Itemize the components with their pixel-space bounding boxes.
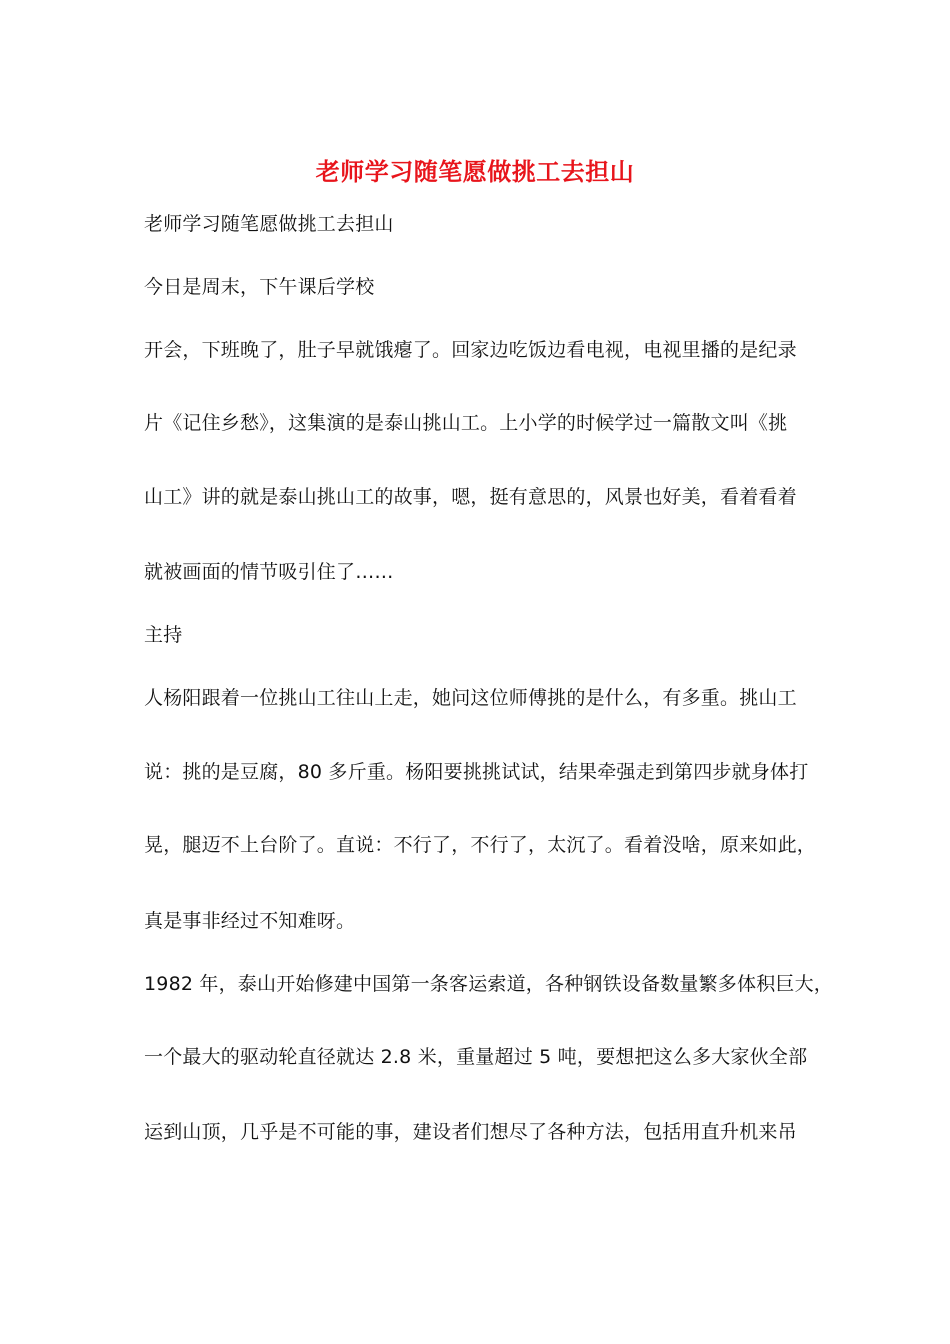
paragraph-line: 晃，腿迈不上台阶了。直说：不行了，不行了，太沉了。看着没啥，原来如此， xyxy=(144,834,817,856)
paragraph-line: 山工》讲的就是泰山挑山工的故事，嗯，挺有意思的，风景也好美，看着看着 xyxy=(144,486,797,508)
paragraph-line: 就被画面的情节吸引住了…… xyxy=(144,561,394,583)
paragraph-line: 主持 xyxy=(144,624,183,646)
paragraph-line: 真是事非经过不知难呀。 xyxy=(144,910,356,932)
paragraph-line: 开会，下班晚了，肚子早就饿瘪了。回家边吃饭边看电视，电视里播的是纪录 xyxy=(144,339,797,361)
paragraph-line: 片《记住乡愁》，这集演的是泰山挑山工。上小学的时候学过一篇散文叫《挑 xyxy=(144,412,788,434)
paragraph-line: 运到山顶，几乎是不可能的事，建设者们想尽了各种方法，包括用直升机来吊 xyxy=(144,1121,797,1143)
paragraph-line: 人杨阳跟着一位挑山工往山上走，她问这位师傅挑的是什么，有多重。挑山工 xyxy=(144,687,797,709)
paragraph-line: 今日是周末，下午课后学校 xyxy=(144,276,375,298)
paragraph-line: 说：挑的是豆腐，80 多斤重。杨阳要挑挑试试，结果牵强走到第四步就身体打 xyxy=(144,761,809,783)
paragraph-line: 老师学习随笔愿做挑工去担山 xyxy=(144,213,394,235)
document-title: 老师学习随笔愿做挑工去担山 xyxy=(315,157,635,186)
paragraph-line: 一个最大的驱动轮直径就达 2.8 米，重量超过 5 吨，要想把这么多大家伙全部 xyxy=(144,1046,808,1068)
paragraph-line: 1982 年，泰山开始修建中国第一条客运索道，各种钢铁设备数量繁多体积巨大， xyxy=(144,973,833,995)
